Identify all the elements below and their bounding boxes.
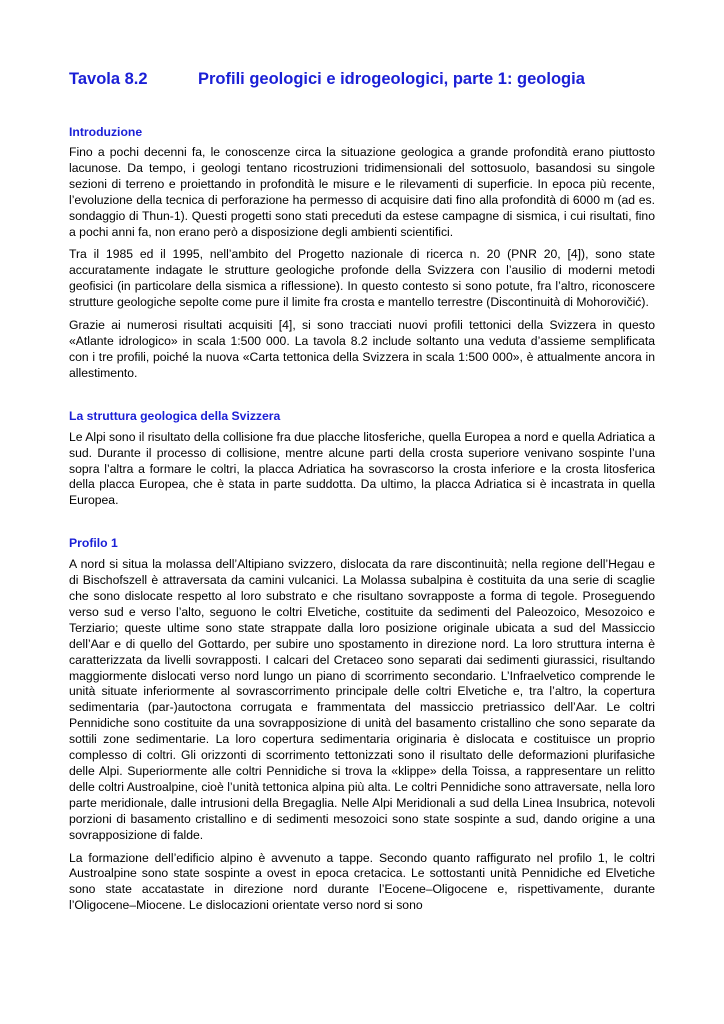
section-heading: Introduzione <box>69 125 143 139</box>
document-page <box>69 68 655 921</box>
plate-number: Tavola 8.2 <box>69 70 148 88</box>
section-heading: La struttura geologica della Svizzera <box>69 408 281 423</box>
section-introduction <box>69 124 655 382</box>
plate-title: Profili geologici e idrogeologici, parte 1: geologia <box>198 70 585 88</box>
paragraph: Tra il 1985 ed il 1995, nell’ambito del Progetto nazionale di ricerca n. 20 (PNR 20, [4]), sono state accuratamente indagate le strutture geologiche profonde della Svizzera con l’ausilio di moderni metodi geofisici (in particolare della sismica a riflessione). In questo contesto si sono potute, fra l’altro, riconoscere strutture geologiche sepolte come pure il limite fra crosta e mantello terrestre (Discontinuità di Mohorovičić). <box>69 247 655 310</box>
page-title <box>69 68 655 90</box>
section-heading: Profilo 1 <box>69 536 118 551</box>
paragraph: A nord si situa la molassa dell’Altipiano svizzero, dislocata da rare discontinuità; nella regione dell’Hegau e di Bischofszell è attraversata da camini vulcanici. La Molassa subalpina è costituita da una serie di scaglie che sono dislocate respetto al loro substrato e che risultano sovrapposte a forma di tegole. Proseguendo verso sud e verso l’alto, seguono le coltri Elvetiche, costituite da sedimenti del Paleozoico, Mesozoico e Terziario; queste ultime sono state strappate dalla loro posizione originale ubicata a sud del Massiccio dell’Aar e di quello del Gottardo, per subire uno spostamento in direzione nord. La loro struttura interna è caratterizzata da livelli sovrapposti. I calcari del Cretaceo sono separati dai sedimenti giurassici, risultando maggiormente dislocati verso nord lungo un piano di scorrimento secondario. L’Infraelvetico comprende le unità situate inferiormente al sovrascorrimento principale delle coltri Elvetiche e, tra l’altro, la copertura sedimentaria (par-)autoctona corrugata e frammentata del massiccio pretriassico dell’Aar. Le coltri Pennidiche sono costituite da una sovrapposizione di unità del basamento cristallino che sono separate da sottili zone sedimentarie. La loro copertura sedimentaria originaria è dislocata e costituisce un proprio complesso di coltri. Gli orizzonti di scorrimento tettonizzati sono il risultato delle deformazioni plurifasiche delle Alpi. Superiormente alle coltri Pennidiche si trova la «klippe» della Toissa, a rappresentare un relitto delle coltri Austroalpine, cioè l’unità tettonica alpina più alta. Le coltri Pennidiche sono attraversate, nella loro parte meridionale, dalle intrusioni della Bregaglia. Nelle Alpi Meridionali a sud della Linea Insubrica, notevoli porzioni di basamento cristallino e di sedimenti mesozoici sono state sospinte a sud, dando origine a una sovrapposizione di falde. <box>69 557 655 842</box>
paragraph: Le Alpi sono il risultato della collisione fra due placche litosferiche, quella Europea a nord e quella Adriatica a sud. Durante il processo di collisione, mentre alcune parti della crosta superiore venivano sospinte l’una sopra l’altra a formare le coltri, la placca Adriatica ha sovrascorso la crosta inferiore e la crosta litosferica della placca Europea, che è stata in parte suddotta. Da ultimo, la placca Adriatica si è incastrata in quella Europea. <box>69 429 655 508</box>
section-geological-structure <box>69 408 655 510</box>
paragraph: La formazione dell’edificio alpino è avvenuto a tappe. Secondo quanto raffigurato nel profilo 1, le coltri Austroalpine sono state sospinte a ovest in epoca cretacica. Le sottostanti unità Pennidiche ed Elvetiche sono state accatastate in direzione nord durante l’Eocene–Oligocene e, rispettivamente, durante l’Oligocene–Miocene. Le dislocazioni orientate verso nord si sono <box>69 850 655 913</box>
paragraph: Grazie ai numerosi risultati acquisiti [4], si sono tracciati nuovi profili tettonici della Svizzera in questo «Atlante idrologico» in scala 1:500 000. La tavola 8.2 include soltanto una veduta d’assieme semplificata con i tre profili, poiché la nuova «Carta tettonica della Svizzera in scala 1:500 000», è attualmente ancora in allestimento. <box>69 318 655 380</box>
paragraph: Fino a pochi decenni fa, le conoscenze circa la situazione geologica a grande profondità erano piuttosto lacunose. Da tempo, i geologi tentano ricostruzioni tridimensionali del sottosuolo, basandosi su singole sezioni di terreno e proiettando in profondità le misure e le rilevamenti di superficie. In epoca più recente, l’evoluzione della tecnica di perforazione ha permesso di acquisire dati fino alla profondità di 6000 m (ad es. sondaggio di Thun-1). Questi progetti sono stati preceduti da estese campagne di sismica, i cui risultati, fino a pochi anni fa, non erano però a disposizione degli ambienti scientifici. <box>69 145 655 239</box>
section-profile-1 <box>69 535 655 914</box>
